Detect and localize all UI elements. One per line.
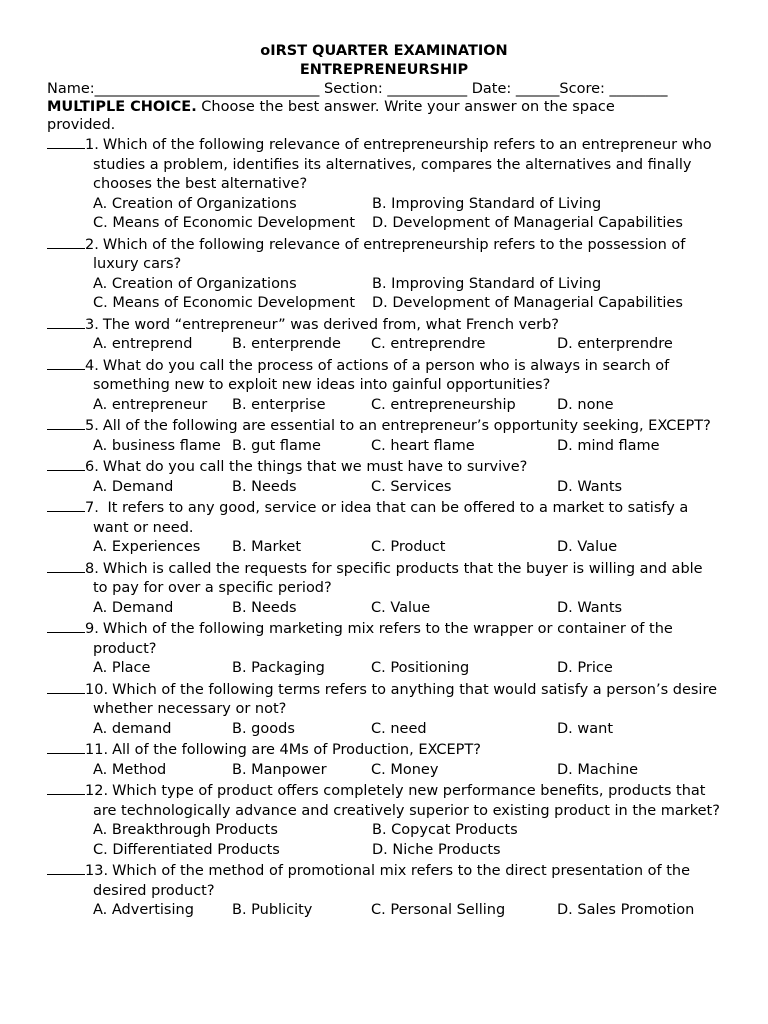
- question-text: It refers to any good, service or idea that can be offered to a market to satisfy a want or need.: [93, 500, 689, 536]
- question-number: 12.: [85, 783, 109, 799]
- question-number: 4.: [85, 357, 99, 374]
- option-d: D. Price: [557, 660, 613, 676]
- option-b: B. Improving Standard of Living: [372, 195, 602, 212]
- answer-blank[interactable]: [47, 618, 85, 633]
- answer-blank[interactable]: [47, 415, 85, 430]
- question-number: 11.: [85, 742, 109, 758]
- answer-blank[interactable]: [47, 558, 85, 573]
- question-item: [47, 618, 721, 679]
- option-b: B. Publicity: [232, 902, 313, 918]
- option-c: C. Means of Economic Development: [93, 215, 356, 231]
- question-item: [47, 679, 721, 740]
- question-text: All of the following are essential to an entrepreneur’s opportunity seeking, EXCEPT?: [102, 418, 711, 434]
- option-a: A. demand: [93, 720, 172, 737]
- option-d: D. Sales Promotion: [557, 902, 695, 918]
- instructions-text: Choose the best answer. Write your answer on the space: [196, 99, 615, 115]
- question-text: All of the following are 4Ms of Production, EXCEPT?: [112, 742, 481, 758]
- option-c: C. Services: [371, 478, 452, 495]
- question-number: 1.: [85, 137, 99, 153]
- option-a: A. Demand: [93, 478, 174, 495]
- option-a: A. entreprend: [93, 336, 193, 352]
- answer-blank[interactable]: [47, 739, 85, 754]
- answer-blank[interactable]: [47, 679, 85, 694]
- option-a: A. Method: [93, 761, 167, 778]
- question-number: 6.: [85, 459, 99, 475]
- question-number: 7.: [85, 500, 99, 516]
- option-c: C. Value: [371, 599, 431, 616]
- option-d: D. Niche Products: [372, 841, 501, 858]
- option-d: D. Machine: [557, 761, 639, 778]
- option-group: [47, 720, 721, 740]
- option-c: C. Personal Selling: [371, 902, 506, 918]
- answer-blank[interactable]: [47, 234, 85, 249]
- option-group: [47, 195, 721, 234]
- answer-blank[interactable]: [47, 456, 85, 471]
- option-group: [47, 478, 721, 498]
- exam-page: [47, 42, 721, 921]
- question-number: 2.: [85, 236, 99, 253]
- question-number: 10.: [85, 681, 109, 698]
- exam-title: oIRST QUARTER EXAMINATION: [260, 43, 508, 59]
- instructions-continued: provided.: [47, 117, 116, 133]
- question-text: The word “entrepreneur” was derived from, what French verb?: [102, 316, 560, 333]
- option-b: B. Packaging: [232, 660, 325, 676]
- instructions-label: MULTIPLE CHOICE.: [47, 99, 197, 115]
- option-group: [47, 599, 721, 619]
- question-item: [47, 456, 721, 497]
- option-c: C. heart flame: [371, 437, 475, 454]
- question-number: 5.: [85, 418, 99, 434]
- option-b: B. enterprende: [232, 336, 341, 352]
- option-a: A. entrepreneur: [93, 396, 208, 413]
- question-text: Which type of product offers completely new performance benefits, products that are technologically advance and creatively superior to existing product in the market?: [93, 783, 720, 819]
- option-d: D. Development of Managerial Capabilities: [372, 215, 683, 231]
- question-item: [47, 234, 721, 314]
- question-number: 13.: [85, 863, 109, 879]
- option-a: A. Creation of Organizations: [93, 275, 297, 292]
- question-number: 3.: [85, 316, 99, 333]
- question-item: [47, 739, 721, 780]
- question-text: Which is called the requests for specific products that the buyer is willing and able to pay for over a specific period?: [93, 560, 703, 596]
- question-item: [47, 415, 721, 456]
- option-group: [47, 437, 721, 457]
- option-group: [47, 761, 721, 781]
- question-item: [47, 134, 721, 234]
- option-group: [47, 538, 721, 558]
- option-d: D. enterprendre: [557, 336, 673, 352]
- answer-blank[interactable]: [47, 860, 85, 875]
- option-d: D. Wants: [557, 478, 623, 495]
- question-item: [47, 355, 721, 416]
- option-d: D. mind flame: [557, 437, 660, 454]
- student-info-line: Name:_______________________________ Section: ___________ Date: ______Score: ________: [47, 81, 668, 97]
- option-c: C. Money: [371, 761, 439, 778]
- option-a: A. Creation of Organizations: [93, 195, 297, 212]
- option-a: A. Place: [93, 660, 151, 676]
- answer-blank[interactable]: [47, 314, 85, 329]
- option-b: B. Copycat Products: [372, 822, 518, 838]
- option-group: [47, 659, 721, 679]
- option-group: [47, 396, 721, 416]
- option-c: C. Differentiated Products: [93, 841, 280, 858]
- answer-blank[interactable]: [47, 355, 85, 370]
- option-b: B. Needs: [232, 599, 297, 616]
- question-number: 8.: [85, 560, 99, 577]
- option-d: D. none: [557, 396, 614, 413]
- option-group: [47, 901, 721, 921]
- question-text: What do you call the things that we must have to survive?: [102, 459, 528, 475]
- option-group: [47, 821, 721, 860]
- option-a: A. Breakthrough Products: [93, 822, 278, 838]
- option-a: A. Advertising: [93, 902, 194, 918]
- answer-blank[interactable]: [47, 780, 85, 795]
- answer-blank[interactable]: [47, 134, 85, 149]
- option-c: C. entrepreneurship: [371, 396, 516, 413]
- question-item: [47, 860, 721, 921]
- option-a: A. Experiences: [93, 539, 201, 555]
- question-list: [47, 134, 721, 921]
- question-text: Which of the following terms refers to anything that would satisfy a person’s desire whether necessary or not?: [93, 681, 718, 717]
- question-item: [47, 558, 721, 619]
- option-b: B. enterprise: [232, 396, 326, 413]
- option-d: D. Wants: [557, 599, 623, 616]
- option-a: A. Demand: [93, 599, 174, 616]
- question-text: Which of the method of promotional mix refers to the direct presentation of the desired product?: [93, 863, 691, 899]
- option-c: C. need: [371, 720, 427, 737]
- question-text: Which of the following marketing mix refers to the wrapper or container of the product?: [93, 621, 673, 657]
- option-c: C. entreprendre: [371, 336, 486, 352]
- option-group: [47, 335, 721, 355]
- option-d: D. want: [557, 720, 614, 737]
- question-text: What do you call the process of actions of a person who is always in search of something new to exploit new ideas into gainful opportunities?: [93, 357, 670, 393]
- option-b: B. Manpower: [232, 761, 327, 778]
- answer-blank[interactable]: [47, 497, 85, 512]
- option-a: A. business flame: [93, 437, 221, 454]
- exam-subject: ENTREPRENEURSHIP: [299, 62, 469, 78]
- option-d: D. Value: [557, 539, 618, 555]
- option-c: C. Product: [371, 539, 446, 555]
- option-b: B. gut flame: [232, 437, 321, 454]
- question-number: 9.: [85, 621, 99, 637]
- question-item: [47, 780, 721, 860]
- question-item: [47, 314, 721, 355]
- question-text: Which of the following relevance of entrepreneurship refers to the possession of luxury cars?: [93, 236, 686, 272]
- option-d: D. Development of Managerial Capabilities: [372, 295, 683, 311]
- option-c: C. Positioning: [371, 660, 470, 676]
- question-text: Which of the following relevance of entrepreneurship refers to an entrepreneur who studies a problem, identifies its alternatives, compares the alternatives and finally chooses the best alternative?: [93, 137, 712, 192]
- option-b: B. Needs: [232, 478, 297, 495]
- question-item: [47, 497, 721, 558]
- option-b: B. Market: [232, 539, 302, 555]
- option-b: B. Improving Standard of Living: [372, 275, 602, 292]
- option-group: [47, 275, 721, 314]
- option-b: B. goods: [232, 720, 295, 737]
- instructions: [47, 98, 721, 116]
- option-c: C. Means of Economic Development: [93, 295, 356, 311]
